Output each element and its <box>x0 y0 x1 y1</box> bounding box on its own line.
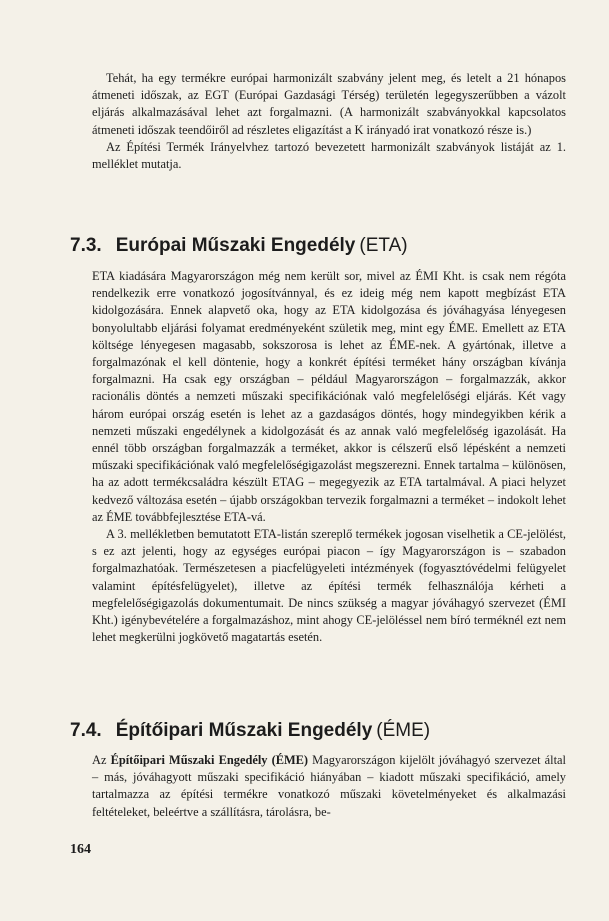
section-abbreviation: (ÉME) <box>376 720 431 741</box>
defined-term: Építőipari Műszaki Engedély (ÉME) <box>110 753 309 767</box>
section-abbreviation: (ETA) <box>359 235 408 256</box>
section-number: 7.3. <box>70 235 102 256</box>
paragraph-prefix: Az <box>92 753 111 767</box>
section-7-3-paragraph-2: A 3. mellékletben bemutatott ETA-listán szereplő termékek jogosan viselhetik a CE-jelölést, s ez azt jelenti, hogy az egységes európai piacon – így Magyarországon is – szabadon forgalmazhatóak. Természetesen a piacfelügyeleti intézmények (fogyasztóvédelmi felügyelet valamint építésfelügyelet), illetve az építési termék felhasználója kérheti a megfelelőségigazolás dokumentumait. De nincs szükség a magyar jóváhagyó szervezet (ÉMI Kht.) igénybevételére a forgalmazáshoz, mint ahogy CE-jelöléssel nem bíró terméknél ezt nem lehet megkerülni jogkövető magatartás esetén. <box>92 527 566 645</box>
section-7-4-text <box>92 752 566 821</box>
page-number: 164 <box>70 842 91 857</box>
section-7-3-text <box>92 268 566 646</box>
section-7-4-paragraph-1 <box>92 752 566 821</box>
intro-paragraph-2: Az Építési Termék Irányelvhez tartozó bevezetett harmonizált szabványok listáját az 1. melléklet mutatja. <box>92 139 566 172</box>
section-number: 7.4. <box>70 720 102 741</box>
intro-text <box>92 70 566 173</box>
paragraph-body: Magyarországon kijelölt jóváhagyó szervezet által – más, jóváhagyott műszaki specifikáció hiányában – kiadott műszaki specifikáció, amely tartalmazza az építési termékre vonatkozó műszaki követelményeket és alkalmazási feltételeket, beleértve a szállításra, tárolásra, be- <box>92 753 566 819</box>
section-title: Európai Műszaki Engedély <box>115 235 356 256</box>
intro-paragraph-1: Tehát, ha egy termékre európai harmonizált szabvány jelent meg, és letelt a 21 hónapos átmeneti időszak, az EGT (Európai Gazdasági Térség) területén legegyszerűbben a vázolt eljárás alkalmazásával lehet azt forgalmazni. (A harmonizált szabványokkal kapcsolatos átmeneti időszak teendőiről ad részletes eligazítást a K irányadó irat vonatkozó része is.) <box>92 71 566 137</box>
section-heading-7-4 <box>70 719 430 743</box>
section-title: Építőipari Műszaki Engedély <box>115 720 373 741</box>
section-heading-7-3 <box>70 234 408 258</box>
section-7-3-paragraph-1: ETA kiadására Magyarországon még nem került sor, mivel az ÉMI Kht. is csak nem régóta rendelkezik erre vonatkozó jogosítvánnyal, és ez ideig még nem kapott megbízást ETA kidolgozására. Ennek alapvető oka, hogy az ETA kidolgozása és jóváhagyása lényegesen bonyolultabb eljárási folyamat eredményeként születik meg, mint egy ÉME. Emellett az ETA költsége lényegesen magasabb, sokszorosa is lehet az ÉME-nek. A gyártónak, illetve a forgalmazónak el kell döntenie, hogy a konkrét építési terméket hány országban kívánja forgalmazni. Ha csak egy országban – például Magyarországon – forgalmazzák, akkor racionális döntés a nemzeti műszaki specifikációnak való megfelelőségi eljárás. Két vagy három európai ország esetén is lehet az a gazdaságos döntés, hogy mindegyikben kérik a nemzeti műszaki engedélynek a kidolgozását és az annak való megfelelőség igazolását. Ha ennél több országban forgalmazzák a terméket, akkor is célszerű első lépésként a nemzeti műszaki specifikációnak való megfelelőségigazolást megszerezni. Ennek tartalma – különösen, ha az adott termékcsaládra készült ETAG – megegyezik az ETA tartalmával. A piaci helyzet kedvező változása esetén – újabb országokban tervezik forgalmazni a terméket – indokolt lehet az ÉME továbbfejlesztése ETA-vá. <box>92 269 566 524</box>
